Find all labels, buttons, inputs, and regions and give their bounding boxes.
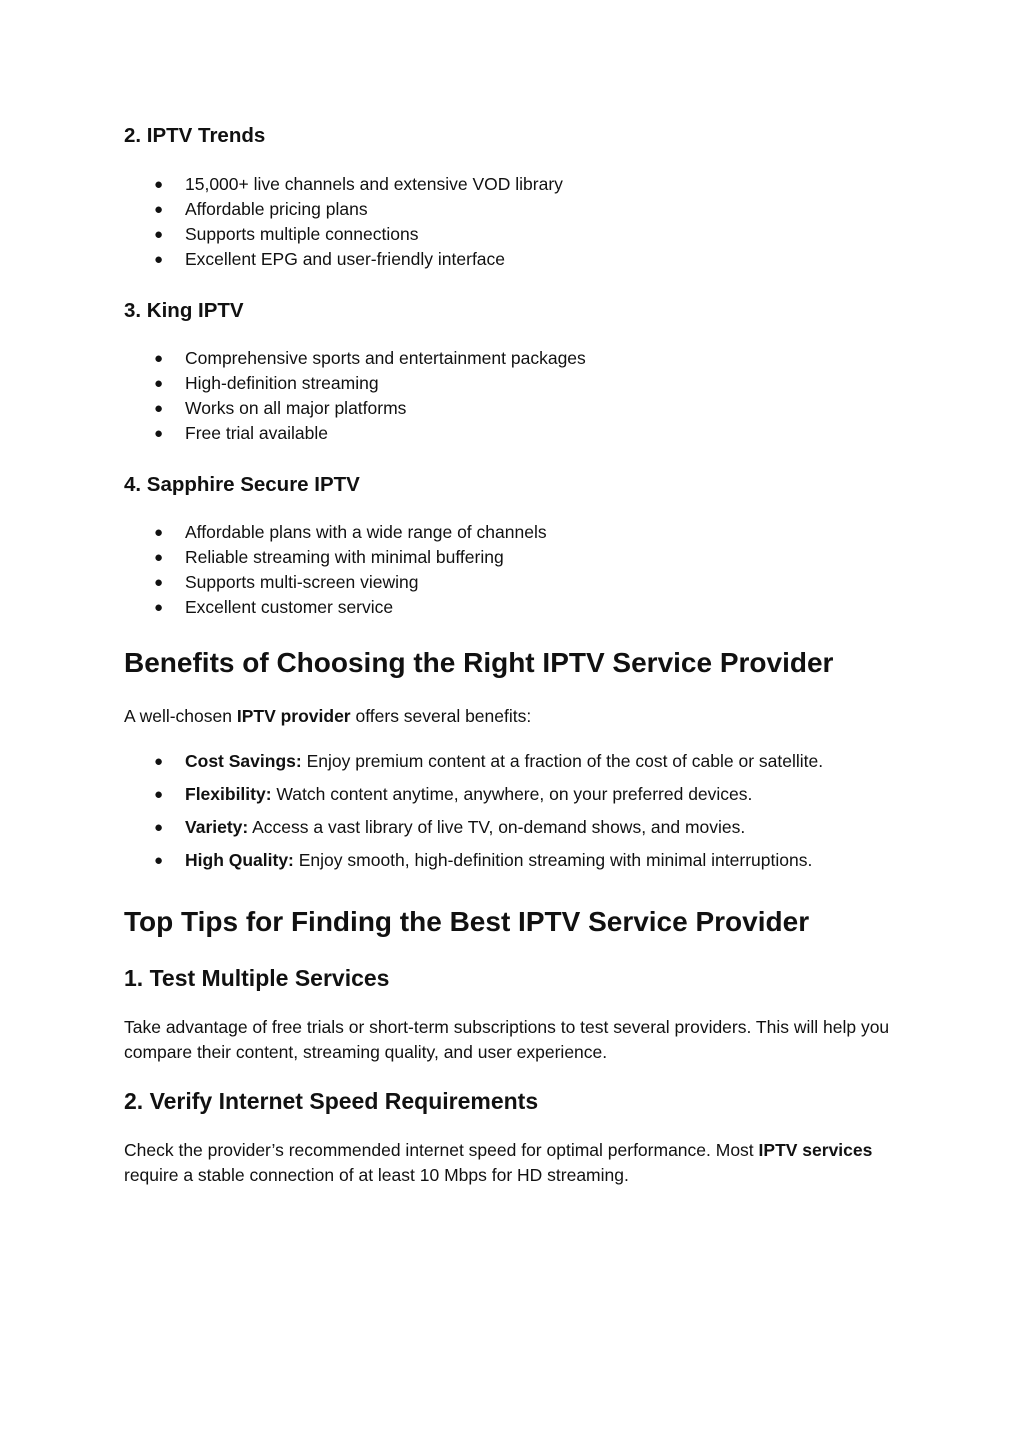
bullet-icon: ● (154, 176, 164, 193)
benefits-intro: A well-chosen IPTV provider offers several benefits: (124, 706, 532, 726)
bullet-icon: ● (154, 786, 164, 803)
list-item: ● Free trial available (124, 421, 586, 446)
list-item: ● Cost Savings: Enjoy premium content at a fraction of the cost of cable or satellite. (124, 745, 823, 778)
benefits-list (124, 745, 823, 877)
tip-heading-verify: 2. Verify Internet Speed Requirements (124, 1088, 539, 1114)
list-item: ● Excellent EPG and user-friendly interface (124, 247, 563, 272)
bullet-icon: ● (154, 599, 164, 616)
list-item: ● Comprehensive sports and entertainment packages (124, 346, 586, 371)
bullet-icon: ● (154, 524, 164, 541)
list-item: ● Affordable pricing plans (124, 197, 563, 222)
bullet-icon: ● (154, 201, 164, 218)
list-item: ● High Quality: Enjoy smooth, high-definition streaming with minimal interruptions. (124, 844, 823, 877)
tip-heading-test: 1. Test Multiple Services (124, 965, 390, 991)
iptv-trends-list (124, 172, 563, 272)
tip-body-test: Take advantage of free trials or short-term subscriptions to test several providers. This will help you compare their content, streaming quality, and user experience. (124, 1017, 890, 1062)
bullet-icon: ● (154, 350, 164, 367)
list-item: ● 15,000+ live channels and extensive VOD library (124, 172, 563, 197)
bullet-icon: ● (154, 375, 164, 392)
bullet-icon: ● (154, 251, 164, 268)
list-item: ● Flexibility: Watch content anytime, anywhere, on your preferred devices. (124, 778, 823, 811)
sapphire-list (124, 520, 547, 620)
bullet-icon: ● (154, 574, 164, 591)
section-heading-king-iptv: 3. King IPTV (124, 299, 244, 322)
list-item: ● Affordable plans with a wide range of channels (124, 520, 547, 545)
bullet-icon: ● (154, 400, 164, 417)
king-iptv-list (124, 346, 586, 446)
bullet-icon: ● (154, 852, 164, 869)
list-item: ● Supports multi-screen viewing (124, 570, 547, 595)
section-heading-iptv-trends: 2. IPTV Trends (124, 124, 266, 147)
tips-heading: Top Tips for Finding the Best IPTV Service Provider (124, 906, 810, 937)
list-item: ● Excellent customer service (124, 595, 547, 620)
benefits-heading: Benefits of Choosing the Right IPTV Service Provider (124, 647, 834, 678)
list-item: ● Reliable streaming with minimal buffering (124, 545, 547, 570)
bullet-icon: ● (154, 549, 164, 566)
list-item: ● Works on all major platforms (124, 396, 586, 421)
bullet-icon: ● (154, 226, 164, 243)
bullet-icon: ● (154, 425, 164, 442)
section-heading-sapphire: 4. Sapphire Secure IPTV (124, 473, 360, 496)
list-item: ● Variety: Access a vast library of live TV, on-demand shows, and movies. (124, 811, 823, 844)
bullet-icon: ● (154, 819, 164, 836)
list-item: ● High-definition streaming (124, 371, 586, 396)
bullet-icon: ● (154, 753, 164, 770)
tip-body-verify: Check the provider’s recommended internet speed for optimal performance. Most IPTV services require a stable connection of at least 10 Mbps for HD streaming. (124, 1140, 873, 1185)
list-item: ● Supports multiple connections (124, 222, 563, 247)
